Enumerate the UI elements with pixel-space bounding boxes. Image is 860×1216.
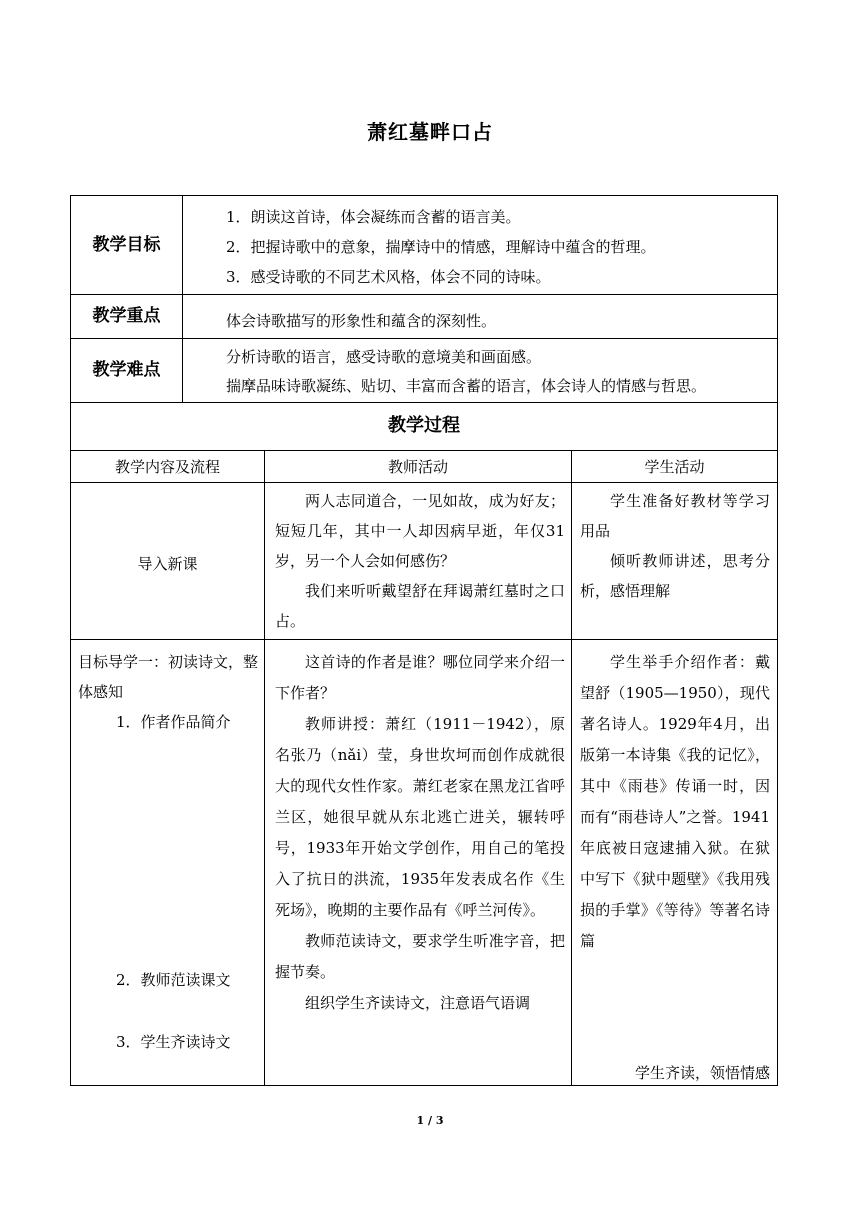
document-title: 萧红墓畔口占 bbox=[367, 120, 493, 144]
student-paragraph: 学生举手介绍作者：戴望舒（1905—1950），现代著名诗人。1929年4月，出版第一本诗集《我的记忆》，其中《雨巷》传诵一时，因而有“雨巷诗人”之誉。1941年底被日寇逮捕入狱。在狱中写下《狱中题壁》《我用残损的手掌》《等待》等著名诗篇 bbox=[580, 653, 770, 950]
guide-step: 2．教师范读课文 bbox=[116, 971, 231, 989]
student-paragraph: 学生准备好教材等学习用品 bbox=[580, 492, 770, 540]
student-paragraph: 倾听教师讲述，思考分析，感悟理解 bbox=[580, 552, 770, 600]
difficulty-list bbox=[226, 343, 777, 401]
teacher-paragraph: 这首诗的作者是谁？哪位同学来介绍一下作者？ bbox=[275, 653, 565, 702]
goal-item: 2．把握诗歌中的意象，揣摩诗中的情感，理解诗中蕴含的哲理。 bbox=[226, 238, 656, 256]
teacher-paragraph: 组织学生齐读诗文，注意语气语调 bbox=[305, 994, 531, 1012]
col-header-student: 学生活动 bbox=[644, 458, 705, 476]
guide-student bbox=[580, 647, 770, 957]
guide-student-final: 学生齐读，领悟情感 bbox=[634, 1064, 770, 1082]
page-number: 1 / 3 bbox=[416, 1114, 444, 1127]
teacher-paragraph: 两人志同道合，一见如故，成为好友；短短几年，其中一人却因病早逝，年仅31岁，另一个人会如何感伤？ bbox=[275, 492, 565, 570]
goal-item: 1．朗读这首诗，体会凝练而含蓄的语言美。 bbox=[226, 208, 521, 226]
intro-teacher bbox=[275, 486, 565, 636]
guide-teacher bbox=[275, 647, 565, 1019]
difficulty-item: 揣摩品味诗歌凝练、贴切、丰富而含蓄的语言，体会诗人的情感与哲思。 bbox=[226, 377, 707, 395]
col-header-content: 教学内容及流程 bbox=[114, 458, 220, 476]
key-text: 体会诗歌描写的形象性和蕴含的深刻性。 bbox=[226, 312, 497, 330]
teacher-paragraph: 教师讲授：萧红（1911－1942），原名张乃（nǎi）莹，身世坎坷而创作成就很大的现代女性作家。萧红老家在黑龙江省呼兰区，她很早就从东北逃亡进关，辗转呼号，1933年开始文学创作，用自己的笔投入了抗日的洪流，1935年发表成名作《生死场》，晚期的主要作品有《呼兰河传》。 bbox=[275, 715, 565, 919]
difficulty-item: 分析诗歌的语言，感受诗歌的意境美和画面感。 bbox=[226, 348, 542, 366]
guide-step: 1．作者作品简介 bbox=[116, 713, 231, 731]
guide-content-title: 目标导学一：初读诗文，整体感知 bbox=[78, 653, 259, 701]
goals-label: 教学目标 bbox=[92, 235, 161, 255]
difficulty-label: 教学难点 bbox=[92, 360, 161, 380]
goal-item: 3．感受诗歌的不同艺术风格，体会不同的诗味。 bbox=[226, 268, 551, 286]
teacher-paragraph: 教师范读诗文，要求学生听准字音，把握节奏。 bbox=[275, 932, 565, 981]
key-label: 教学重点 bbox=[92, 306, 161, 326]
teacher-paragraph: 我们来听听戴望舒在拜谒萧红墓时之口占。 bbox=[275, 582, 565, 630]
col-header-teacher: 教师活动 bbox=[387, 458, 448, 476]
process-heading: 教学过程 bbox=[388, 415, 460, 436]
intro-content: 导入新课 bbox=[137, 555, 198, 573]
intro-student bbox=[580, 486, 770, 606]
guide-step: 3．学生齐读诗文 bbox=[116, 1033, 231, 1051]
goals-list bbox=[226, 202, 776, 292]
